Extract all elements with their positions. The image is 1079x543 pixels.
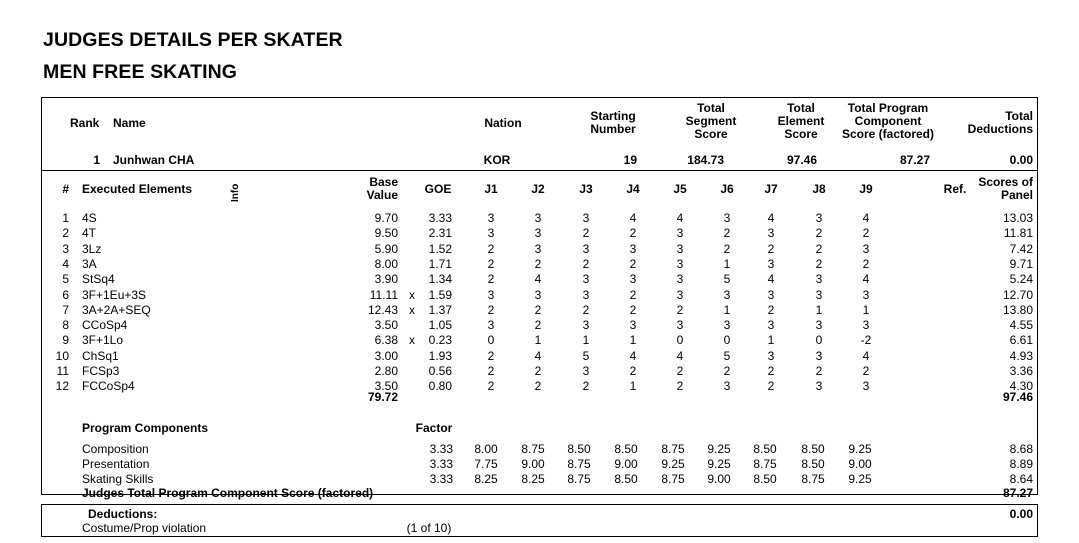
component-score-header: Score (factored)	[841, 127, 935, 141]
element-judge-score: 3	[723, 318, 731, 332]
element-judge-score: 3	[767, 226, 775, 240]
element-goe: 2.31	[428, 226, 452, 240]
element-judge-score: 2	[815, 226, 823, 240]
component-judge-score: 8.00	[474, 442, 498, 456]
element-judge-score: 2	[815, 364, 823, 378]
element-judge-score: 3	[862, 379, 870, 393]
element-judge-score: 1	[534, 333, 542, 347]
element-base-value: 3.50	[374, 318, 398, 332]
element-judge-score: 4	[629, 211, 637, 225]
element-judge-score: 2	[487, 242, 495, 256]
element-judge-score: 2	[815, 257, 823, 271]
judge-header: J5	[673, 182, 687, 196]
component-judge-score: 8.75	[521, 442, 545, 456]
component-judge-score: 8.25	[521, 472, 545, 486]
element-goe: 1.93	[428, 349, 452, 363]
element-judge-score: 3	[534, 288, 542, 302]
element-judge-score: 0	[676, 333, 684, 347]
program-components-header: Program Components	[82, 421, 209, 435]
factor-header: Factor	[415, 421, 453, 435]
components-total-label: Judges Total Program Component Score (factored)	[82, 486, 374, 500]
element-judge-score: -2	[860, 333, 872, 347]
component-judge-score: 9.00	[848, 457, 872, 471]
executed-elements-header: Executed Elements	[82, 182, 193, 196]
info-header-label: Info	[230, 183, 241, 202]
element-number: 3	[62, 242, 69, 256]
element-panel-score: 13.80	[1002, 303, 1033, 317]
element-judge-score: 1	[815, 303, 823, 317]
element-judge-score: 3	[815, 318, 823, 332]
element-panel-score: 6.61	[1009, 333, 1033, 347]
element-judge-score: 2	[582, 226, 590, 240]
element-judge-score: 2	[767, 242, 775, 256]
num-header: #	[62, 182, 69, 196]
header-divider	[41, 170, 1038, 171]
component-judge-score: 9.25	[661, 457, 685, 471]
element-panel-score: 12.70	[1002, 288, 1033, 302]
element-judge-score: 2	[629, 226, 637, 240]
element-judge-score: 3	[815, 272, 823, 286]
element-judge-score: 2	[676, 379, 684, 393]
component-judge-score: 9.25	[848, 442, 872, 456]
element-judge-score: 1	[582, 333, 590, 347]
base-value-header: Value	[366, 188, 398, 202]
nation-header: Nation	[484, 116, 522, 130]
component-judge-score: 8.75	[753, 457, 777, 471]
skater-nation: KOR	[483, 153, 511, 167]
element-judge-score: 1	[629, 333, 637, 347]
element-base-value: 9.70	[374, 211, 398, 225]
element-panel-score: 9.71	[1009, 257, 1033, 271]
judge-header: J1	[484, 182, 498, 196]
component-factor: 3.33	[429, 457, 453, 471]
element-judge-score: 4	[676, 211, 684, 225]
element-name: 3A+2A+SEQ	[82, 303, 151, 317]
element-judge-score: 2	[862, 226, 870, 240]
element-panel-score: 7.42	[1009, 242, 1033, 256]
element-goe: 1.52	[428, 242, 452, 256]
element-name: 3A	[82, 257, 97, 271]
deductions-value: 0.00	[1009, 507, 1033, 521]
element-judge-score: 2	[629, 303, 637, 317]
component-judge-score: 8.50	[801, 457, 825, 471]
component-judge-score: 9.25	[707, 457, 731, 471]
component-judge-score: 9.00	[707, 472, 731, 486]
element-goe: 1.05	[428, 318, 452, 332]
element-judge-score: 1	[723, 257, 731, 271]
skater-segment-score: 184.73	[687, 153, 724, 167]
element-goe: 0.80	[428, 379, 452, 393]
segment-score-header: Segment	[685, 114, 737, 128]
component-judge-score: 8.75	[661, 472, 685, 486]
element-judge-score: 4	[862, 211, 870, 225]
element-judge-score: 1	[629, 379, 637, 393]
element-judge-score: 3	[815, 379, 823, 393]
deduction-item: Costume/Prop violation	[82, 521, 207, 535]
element-base-value: 3.00	[374, 349, 398, 363]
element-judge-score: 3	[582, 288, 590, 302]
skater-name: Junhwan CHA	[113, 153, 195, 167]
element-panel-score: 4.55	[1009, 318, 1033, 332]
component-judge-score: 9.25	[848, 472, 872, 486]
element-name: 3F+1Eu+3S	[82, 288, 147, 302]
component-judge-score: 8.75	[567, 457, 591, 471]
element-base-value: 2.80	[374, 364, 398, 378]
element-score-header: Element	[777, 114, 825, 128]
element-judge-score: 3	[676, 242, 684, 256]
goe-header: GOE	[424, 182, 452, 196]
element-bonus-mark: x	[409, 333, 415, 347]
element-judge-score: 3	[767, 288, 775, 302]
element-judge-score: 2	[487, 364, 495, 378]
component-judge-score: 8.50	[614, 442, 638, 456]
element-judge-score: 3	[534, 242, 542, 256]
element-judge-score: 3	[629, 242, 637, 256]
starting-number-header: Number	[590, 122, 636, 136]
element-number: 6	[62, 288, 69, 302]
component-judge-score: 8.75	[661, 442, 685, 456]
element-judge-score: 2	[534, 364, 542, 378]
component-judge-score: 8.75	[567, 472, 591, 486]
element-judge-score: 3	[582, 318, 590, 332]
segment-score-header: Score	[694, 127, 728, 141]
element-judge-score: 2	[723, 226, 731, 240]
element-judge-score: 3	[815, 211, 823, 225]
components-total-value: 87.27	[1002, 486, 1033, 500]
element-judge-score: 3	[767, 318, 775, 332]
element-judge-score: 2	[629, 364, 637, 378]
base-value-total: 79.72	[367, 390, 398, 404]
element-judge-score: 4	[534, 349, 542, 363]
component-judge-score: 8.50	[801, 442, 825, 456]
component-judge-score: 9.00	[614, 457, 638, 471]
element-judge-score: 4	[767, 272, 775, 286]
element-score-total: 97.46	[1002, 390, 1033, 404]
element-judge-score: 2	[862, 257, 870, 271]
component-score-header: Total Program	[847, 101, 929, 115]
element-goe: 1.34	[428, 272, 452, 286]
element-judge-score: 3	[767, 349, 775, 363]
element-judge-score: 2	[862, 364, 870, 378]
element-judge-score: 3	[582, 272, 590, 286]
element-number: 7	[62, 303, 69, 317]
element-judge-score: 2	[534, 318, 542, 332]
element-judge-score: 2	[487, 257, 495, 271]
element-judge-score: 3	[676, 226, 684, 240]
element-judge-score: 3	[534, 211, 542, 225]
component-panel-score: 8.64	[1009, 472, 1033, 486]
element-judge-score: 2	[767, 364, 775, 378]
element-base-value: 9.50	[374, 226, 398, 240]
element-judge-score: 3	[582, 242, 590, 256]
element-judge-score: 4	[767, 211, 775, 225]
element-judge-score: 2	[534, 303, 542, 317]
element-judge-score: 3	[862, 288, 870, 302]
scores-of-panel-header: Panel	[1000, 188, 1033, 202]
skater-component-score: 87.27	[899, 153, 930, 167]
element-number: 10	[55, 349, 69, 363]
element-judge-score: 2	[487, 379, 495, 393]
element-judge-score: 2	[767, 303, 775, 317]
element-judge-score: 3	[629, 318, 637, 332]
element-judge-score: 2	[676, 364, 684, 378]
deduction-item-count: (1 of 10)	[406, 521, 452, 535]
skater-starting-number: 19	[623, 153, 637, 167]
element-number: 2	[62, 226, 69, 240]
element-judge-score: 3	[676, 318, 684, 332]
element-judge-score: 3	[723, 379, 731, 393]
element-judge-score: 3	[487, 288, 495, 302]
element-judge-score: 0	[815, 333, 823, 347]
element-goe: 1.59	[428, 288, 452, 302]
element-judge-score: 4	[862, 272, 870, 286]
component-name: Presentation	[82, 457, 150, 471]
judge-header: J4	[626, 182, 640, 196]
element-judge-score: 2	[487, 303, 495, 317]
element-judge-score: 3	[629, 272, 637, 286]
element-judge-score: 2	[723, 242, 731, 256]
skater-deductions: 0.00	[1009, 153, 1033, 167]
element-score-header: Score	[784, 127, 818, 141]
element-name: 4S	[82, 211, 97, 225]
element-judge-score: 3	[815, 349, 823, 363]
element-judge-score: 4	[676, 349, 684, 363]
element-bonus-mark: x	[409, 303, 415, 317]
document-title: JUDGES DETAILS PER SKATER	[43, 29, 343, 51]
element-judge-score: 3	[723, 288, 731, 302]
element-judge-score: 5	[582, 349, 590, 363]
component-judge-score: 9.00	[521, 457, 545, 471]
element-judge-score: 5	[723, 349, 731, 363]
element-panel-score: 4.30	[1009, 379, 1033, 393]
element-base-value: 3.90	[374, 272, 398, 286]
component-judge-score: 8.50	[614, 472, 638, 486]
element-judge-score: 3	[676, 288, 684, 302]
element-goe: 0.56	[428, 364, 452, 378]
component-judge-score: 8.50	[753, 442, 777, 456]
element-goe: 0.23	[428, 333, 452, 347]
ref-header: Ref.	[943, 182, 967, 196]
component-judge-score: 9.25	[707, 442, 731, 456]
judge-header: J3	[579, 182, 593, 196]
element-number: 9	[62, 333, 69, 347]
element-judge-score: 2	[676, 303, 684, 317]
component-judge-score: 8.25	[474, 472, 498, 486]
element-panel-score: 13.03	[1002, 211, 1033, 225]
element-number: 12	[55, 379, 69, 393]
element-judge-score: 3	[582, 364, 590, 378]
component-judge-score: 7.75	[474, 457, 498, 471]
element-judge-score: 2	[582, 257, 590, 271]
element-name: 4T	[82, 226, 97, 240]
element-judge-score: 3	[676, 257, 684, 271]
component-name: Composition	[82, 442, 149, 456]
element-panel-score: 4.93	[1009, 349, 1033, 363]
element-score-header: Total	[787, 101, 815, 115]
element-panel-score: 3.36	[1009, 364, 1033, 378]
element-number: 5	[62, 272, 69, 286]
element-name: FCSp3	[82, 364, 120, 378]
element-bonus-mark: x	[409, 288, 415, 302]
element-goe: 1.71	[428, 257, 452, 271]
element-judge-score: 0	[487, 333, 495, 347]
element-base-value: 11.11	[369, 288, 398, 302]
element-judge-score: 2	[629, 257, 637, 271]
element-judge-score: 1	[767, 333, 775, 347]
component-judge-score: 8.50	[753, 472, 777, 486]
element-judge-score: 3	[815, 288, 823, 302]
judge-header: J6	[720, 182, 734, 196]
scores-of-panel-header: Scores of	[978, 175, 1033, 189]
element-number: 8	[62, 318, 69, 332]
element-base-value: 3.50	[374, 379, 398, 393]
element-judge-score: 2	[582, 379, 590, 393]
component-factor: 3.33	[429, 472, 453, 486]
element-judge-score: 3	[767, 257, 775, 271]
element-base-value: 6.38	[374, 333, 398, 347]
element-judge-score: 3	[676, 272, 684, 286]
element-judge-score: 4	[629, 349, 637, 363]
element-base-value: 8.00	[374, 257, 398, 271]
component-judge-score: 8.75	[801, 472, 825, 486]
element-judge-score: 2	[534, 257, 542, 271]
segment-title: MEN FREE SKATING	[43, 61, 238, 83]
element-name: 3Lz	[82, 242, 102, 256]
judge-header: J9	[859, 182, 873, 196]
judge-header: J8	[812, 182, 826, 196]
component-panel-score: 8.89	[1009, 457, 1033, 471]
element-goe: 3.33	[428, 211, 452, 225]
element-judge-score: 0	[723, 333, 731, 347]
element-name: FCCoSp4	[82, 379, 135, 393]
element-number: 11	[56, 364, 69, 378]
deductions-header: Deductions	[967, 122, 1033, 136]
element-judge-score: 3	[487, 226, 495, 240]
element-base-value: 5.90	[374, 242, 398, 256]
element-judge-score: 1	[723, 303, 731, 317]
info-header	[230, 178, 244, 202]
component-factor: 3.33	[429, 442, 453, 456]
skater-rank: 1	[93, 153, 100, 167]
component-score-header: Component	[854, 114, 922, 128]
deductions-header: Total	[1005, 109, 1033, 123]
element-panel-score: 11.81	[1003, 226, 1033, 240]
deductions-label: Deductions:	[88, 507, 158, 521]
element-name: StSq4	[82, 272, 115, 286]
element-judge-score: 3	[723, 211, 731, 225]
element-number: 4	[62, 257, 69, 271]
element-judge-score: 3	[487, 211, 495, 225]
base-value-header: Base	[369, 175, 398, 189]
element-judge-score: 3	[862, 242, 870, 256]
element-name: CCoSp4	[82, 318, 128, 332]
element-judge-score: 3	[582, 211, 590, 225]
element-judge-score: 2	[815, 242, 823, 256]
element-judge-score: 3	[534, 226, 542, 240]
element-judge-score: 2	[487, 272, 495, 286]
element-judge-score: 2	[487, 349, 495, 363]
element-goe: 1.37	[428, 303, 452, 317]
element-judge-score: 2	[723, 364, 731, 378]
element-judge-score: 2	[629, 288, 637, 302]
rank-header: Rank	[70, 116, 100, 130]
element-judge-score: 5	[723, 272, 731, 286]
component-panel-score: 8.68	[1009, 442, 1033, 456]
judge-header: J2	[531, 182, 545, 196]
judge-header: J7	[764, 182, 778, 196]
element-judge-score: 3	[487, 318, 495, 332]
skater-element-score: 97.46	[786, 153, 817, 167]
element-judge-score: 1	[862, 303, 870, 317]
component-name: Skating Skills	[82, 472, 154, 486]
name-header: Name	[113, 116, 146, 130]
element-judge-score: 2	[767, 379, 775, 393]
element-name: ChSq1	[82, 349, 119, 363]
element-judge-score: 4	[862, 349, 870, 363]
element-judge-score: 2	[534, 379, 542, 393]
element-judge-score: 2	[582, 303, 590, 317]
component-judge-score: 8.50	[567, 442, 591, 456]
starting-number-header: Starting	[590, 109, 636, 123]
element-base-value: 12.43	[367, 303, 398, 317]
element-number: 1	[62, 211, 69, 225]
element-name: 3F+1Lo	[82, 333, 124, 347]
element-panel-score: 5.24	[1009, 272, 1033, 286]
segment-score-header: Total	[697, 101, 725, 115]
element-judge-score: 3	[862, 318, 870, 332]
element-judge-score: 4	[534, 272, 542, 286]
